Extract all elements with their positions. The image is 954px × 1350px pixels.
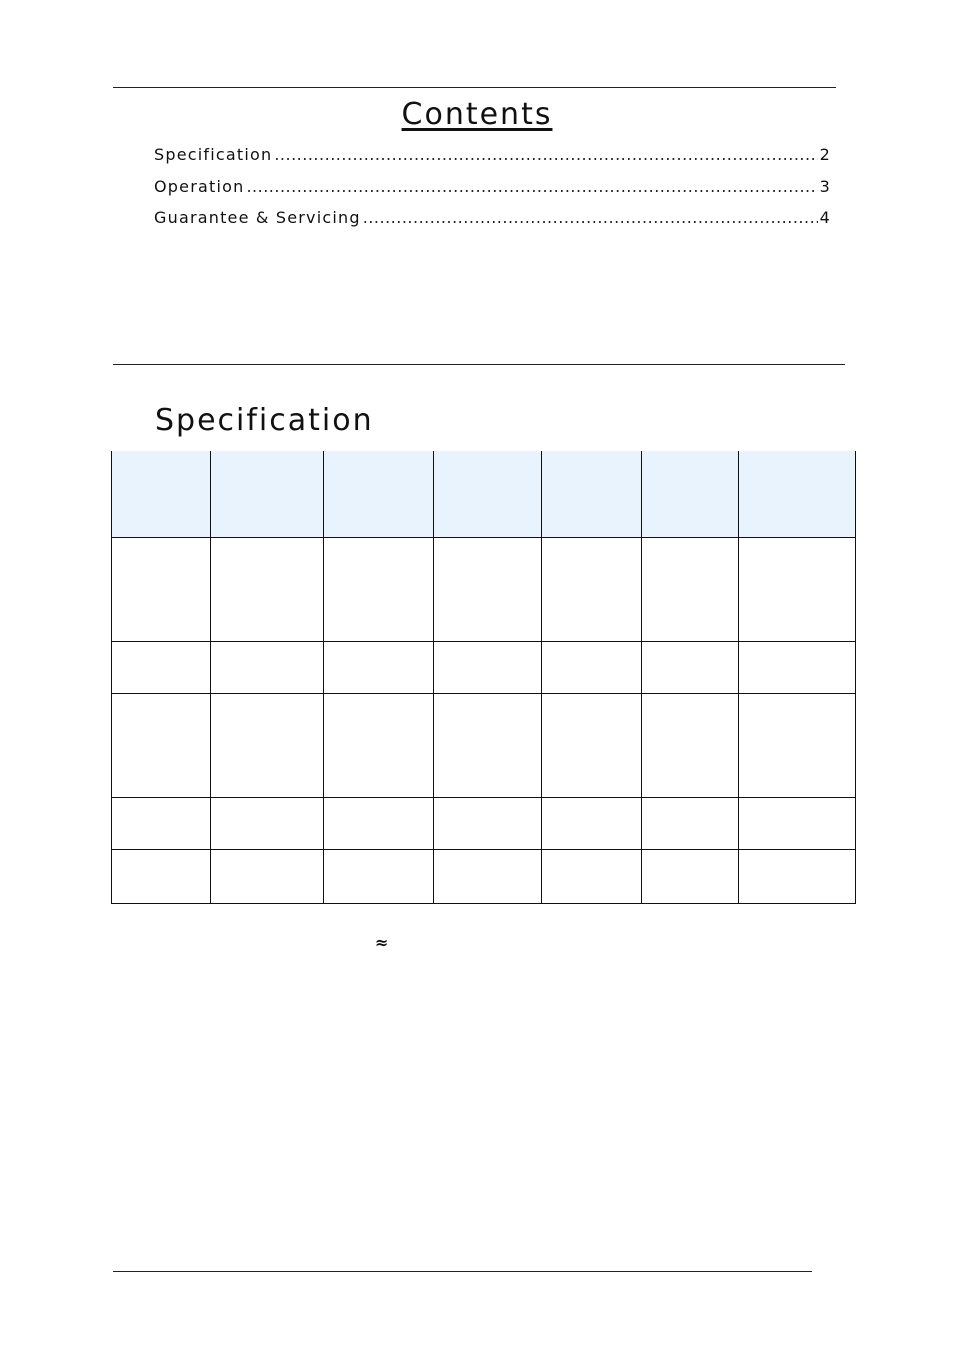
table-cell bbox=[642, 694, 739, 798]
table-header-cell bbox=[642, 451, 739, 538]
table-cell bbox=[112, 694, 211, 798]
table-cell bbox=[542, 538, 642, 642]
table-header-cell bbox=[324, 451, 434, 538]
table-cell bbox=[112, 642, 211, 694]
table-cell bbox=[434, 850, 542, 904]
toc-entry-guarantee-servicing[interactable] bbox=[154, 208, 831, 240]
table-cell bbox=[211, 850, 324, 904]
table-cell bbox=[434, 538, 542, 642]
table-cell bbox=[642, 850, 739, 904]
table-of-contents bbox=[154, 145, 831, 240]
table-row bbox=[112, 694, 856, 798]
top-rule bbox=[113, 87, 836, 88]
table-cell bbox=[739, 694, 856, 798]
approx-symbol: ≈ bbox=[375, 933, 389, 952]
table-cell bbox=[542, 642, 642, 694]
table-cell bbox=[642, 642, 739, 694]
table-cell bbox=[542, 694, 642, 798]
toc-entry-label: Guarantee & Servicing bbox=[154, 208, 361, 227]
toc-entry-label: Specification bbox=[154, 145, 273, 164]
table-cell bbox=[112, 798, 211, 850]
toc-entry-specification[interactable] bbox=[154, 145, 831, 177]
table-cell bbox=[642, 798, 739, 850]
table-cell bbox=[434, 642, 542, 694]
bottom-rule bbox=[113, 1271, 812, 1272]
toc-leader-dots bbox=[274, 145, 817, 164]
table-cell bbox=[211, 538, 324, 642]
toc-entry-page: 4 bbox=[819, 208, 831, 227]
table-cell bbox=[739, 850, 856, 904]
toc-entry-operation[interactable] bbox=[154, 177, 831, 209]
table-cell bbox=[542, 798, 642, 850]
table-cell bbox=[739, 642, 856, 694]
section-divider bbox=[113, 364, 845, 365]
table-cell bbox=[211, 694, 324, 798]
table-header-cell bbox=[434, 451, 542, 538]
table-cell bbox=[642, 538, 739, 642]
toc-entry-page: 3 bbox=[819, 176, 831, 196]
table-header-cell bbox=[739, 451, 856, 538]
table-header-cell bbox=[211, 451, 324, 538]
table-cell bbox=[739, 798, 856, 850]
table-cell bbox=[434, 798, 542, 850]
table-row bbox=[112, 850, 856, 904]
table-header-cell bbox=[542, 451, 642, 538]
table-cell bbox=[112, 850, 211, 904]
table-cell bbox=[434, 694, 542, 798]
table-row bbox=[112, 798, 856, 850]
toc-entry-page: 2 bbox=[819, 145, 831, 164]
table-cell bbox=[324, 850, 434, 904]
table-cell bbox=[112, 538, 211, 642]
table-cell bbox=[211, 642, 324, 694]
toc-leader-dots bbox=[246, 177, 817, 196]
table-cell bbox=[542, 850, 642, 904]
table-cell bbox=[324, 642, 434, 694]
table-row bbox=[112, 642, 856, 694]
table-cell bbox=[324, 538, 434, 642]
toc-leader-dots bbox=[363, 208, 818, 227]
table-row bbox=[112, 538, 856, 642]
contents-title: Contents bbox=[401, 97, 553, 132]
specification-table bbox=[111, 451, 856, 904]
table-cell bbox=[324, 798, 434, 850]
table-header-cell bbox=[112, 451, 211, 538]
table-cell bbox=[324, 694, 434, 798]
table-cell bbox=[211, 798, 324, 850]
table-header-row bbox=[112, 451, 856, 538]
table-cell bbox=[739, 538, 856, 642]
specification-title: Specification bbox=[155, 403, 374, 438]
toc-entry-label: Operation bbox=[154, 176, 245, 196]
